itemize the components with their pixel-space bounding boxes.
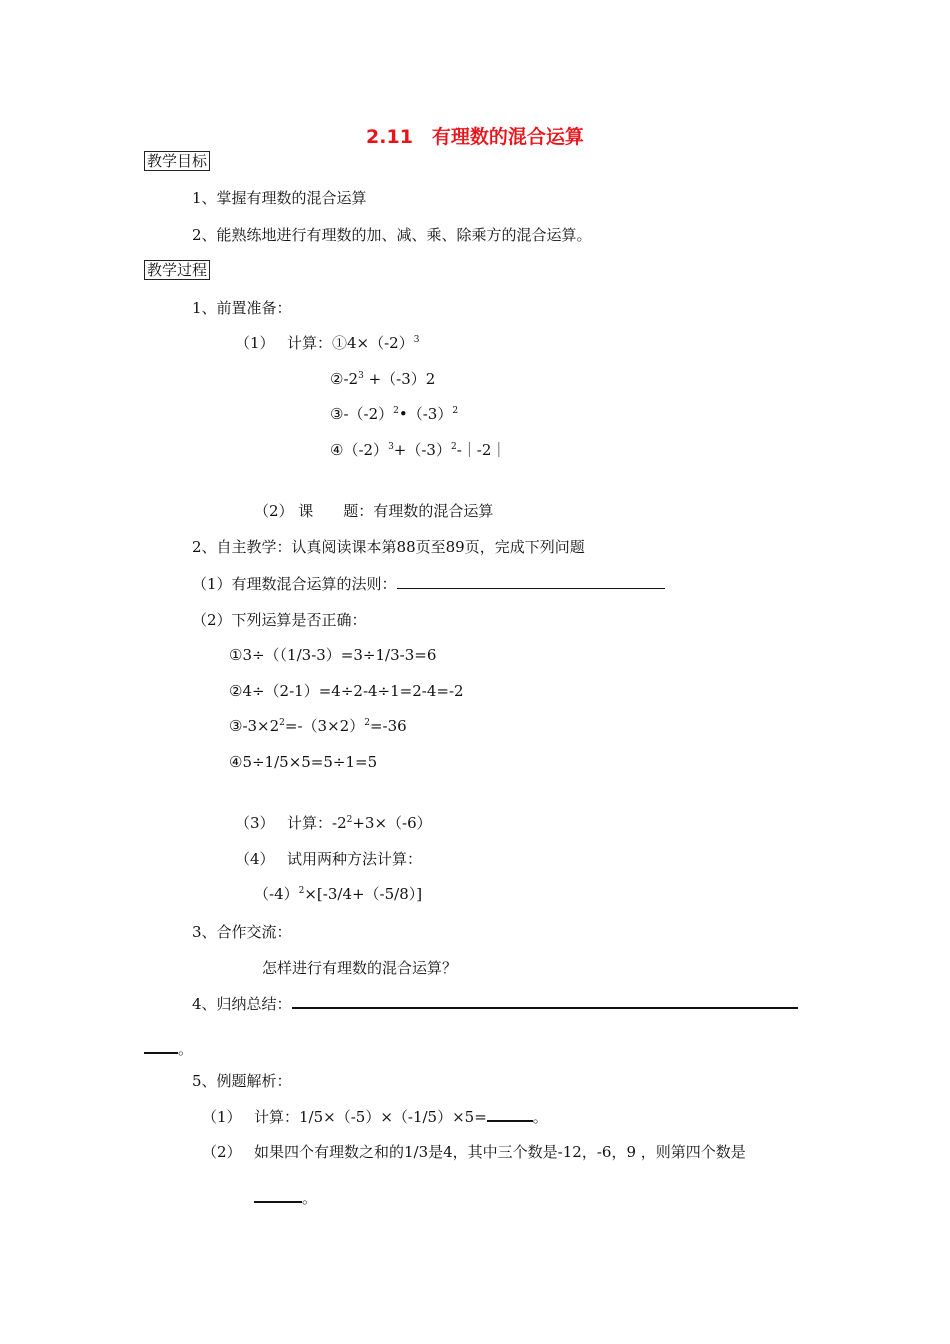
summary-heading-text: 4、归纳总结： xyxy=(192,995,292,1013)
self-q1-text: （1）有理数混合运算的法则： xyxy=(192,575,397,593)
prep-expr-1-text: 计算：①4×（-2） xyxy=(287,334,414,352)
goal-1: 1、掌握有理数的混合运算 xyxy=(192,189,367,207)
self-q3 xyxy=(287,813,432,833)
check-3-a: ③-3×2 xyxy=(229,717,280,735)
self-q1 xyxy=(192,574,665,594)
example-2-text: 如果四个有理数之和的1/3是4，其中三个数是-12，-6，9 ，则第四个数是 xyxy=(254,1143,746,1161)
process-header-label: 教学过程 xyxy=(144,260,210,280)
prep-expr-2-b: +（-3）2 xyxy=(363,370,436,388)
summary-heading xyxy=(192,994,798,1014)
summary-blank-end xyxy=(144,1040,178,1054)
summary-end xyxy=(144,1039,193,1059)
prep-expr-3-sup1: 2 xyxy=(393,406,399,416)
prep-heading: 1、前置准备： xyxy=(192,299,292,317)
coop-heading: 3、合作交流： xyxy=(192,923,292,941)
example-1 xyxy=(254,1107,548,1127)
prep-expr-1 xyxy=(287,333,419,353)
check-3 xyxy=(229,716,407,736)
goals-header-label: 教学目标 xyxy=(144,151,210,171)
prep-expr-3 xyxy=(330,404,458,424)
self-q3-b: +3×（-6） xyxy=(352,814,432,832)
self-q4-label: （4） xyxy=(235,850,275,868)
answer-blank xyxy=(397,574,665,589)
check-2: ②4÷（2-1）=4÷2-4÷1=2-4=-2 xyxy=(229,682,464,700)
check-3-c: =-36 xyxy=(369,717,407,735)
prep-expr-4-sup2: 2 xyxy=(450,442,457,452)
prep-expr-2 xyxy=(330,369,435,389)
example-1-label: （1） xyxy=(202,1108,242,1126)
coop-question: 怎样进行有理数的混合运算？ xyxy=(262,959,458,977)
process-header xyxy=(144,260,210,280)
example-2-end-mark: 。 xyxy=(302,1189,318,1207)
self-q3-a: 计算：-2 xyxy=(287,814,347,832)
example-1-end: 。 xyxy=(532,1108,548,1126)
prep-expr-4-c: -｜-2｜ xyxy=(456,441,507,459)
example-1-blank xyxy=(487,1108,533,1122)
prep-expr-4-b: +（-3） xyxy=(393,441,451,459)
prep-expr-2-a: ②-2 xyxy=(330,370,359,388)
example-1-text: 计算：1/5×（-5）×（-1/5）×5= xyxy=(254,1108,487,1126)
self-q4-expr-b: ×[-3/4+（-5/8）] xyxy=(304,885,423,903)
self-q4-sup: 2 xyxy=(298,886,305,896)
example-2-blank xyxy=(254,1189,302,1203)
prep-expr-3-sup2: 2 xyxy=(452,406,459,416)
prep-expr-3-a: ③-（-2） xyxy=(330,405,394,423)
prep-expr-4 xyxy=(330,440,506,460)
self-q4-expr xyxy=(254,884,422,904)
self-q3-sup: 2 xyxy=(346,815,353,825)
self-q4-expr-a: （-4） xyxy=(254,885,299,903)
prep-expr-4-sup1: 3 xyxy=(388,442,394,452)
example-2-label: （2） xyxy=(202,1143,242,1161)
example-2-end xyxy=(254,1188,317,1208)
goal-2: 2、能熟练地进行有理数的加、减、乘、除乘方的混合运算。 xyxy=(192,226,592,244)
check-4: ④5÷1/5×5=5÷1=5 xyxy=(229,753,378,771)
check-1: ①3÷（（1/3-3）=3÷1/3-3=6 xyxy=(229,646,437,664)
summary-blank xyxy=(292,995,798,1009)
check-3-sup1: 2 xyxy=(279,718,285,728)
prep-expr-4-a: ④（-2） xyxy=(330,441,389,459)
prep-expr-2-sup: 3 xyxy=(358,371,364,381)
page-title: 2.11 有理数的混合运算 xyxy=(366,126,584,148)
check-3-sup2: 2 xyxy=(364,718,370,728)
prep-item2: （2） 课 题：有理数的混合运算 xyxy=(254,502,494,520)
goals-header xyxy=(144,151,210,171)
prep-expr-3-b: •（-3） xyxy=(398,405,453,423)
self-q4: 试用两种方法计算： xyxy=(287,850,423,868)
self-q3-label: （3） xyxy=(235,814,275,832)
examples-heading: 5、例题解析： xyxy=(192,1072,292,1090)
self-heading: 2、自主教学：认真阅读课本第88页至89页，完成下列问题 xyxy=(192,538,585,556)
check-3-b: =-（3×2） xyxy=(284,717,365,735)
prep-expr-1-sup: 3 xyxy=(413,335,420,345)
prep-item1-label: （1） xyxy=(235,334,275,352)
self-q2: （2）下列运算是否正确： xyxy=(192,611,367,629)
summary-end-mark: 。 xyxy=(178,1040,194,1058)
